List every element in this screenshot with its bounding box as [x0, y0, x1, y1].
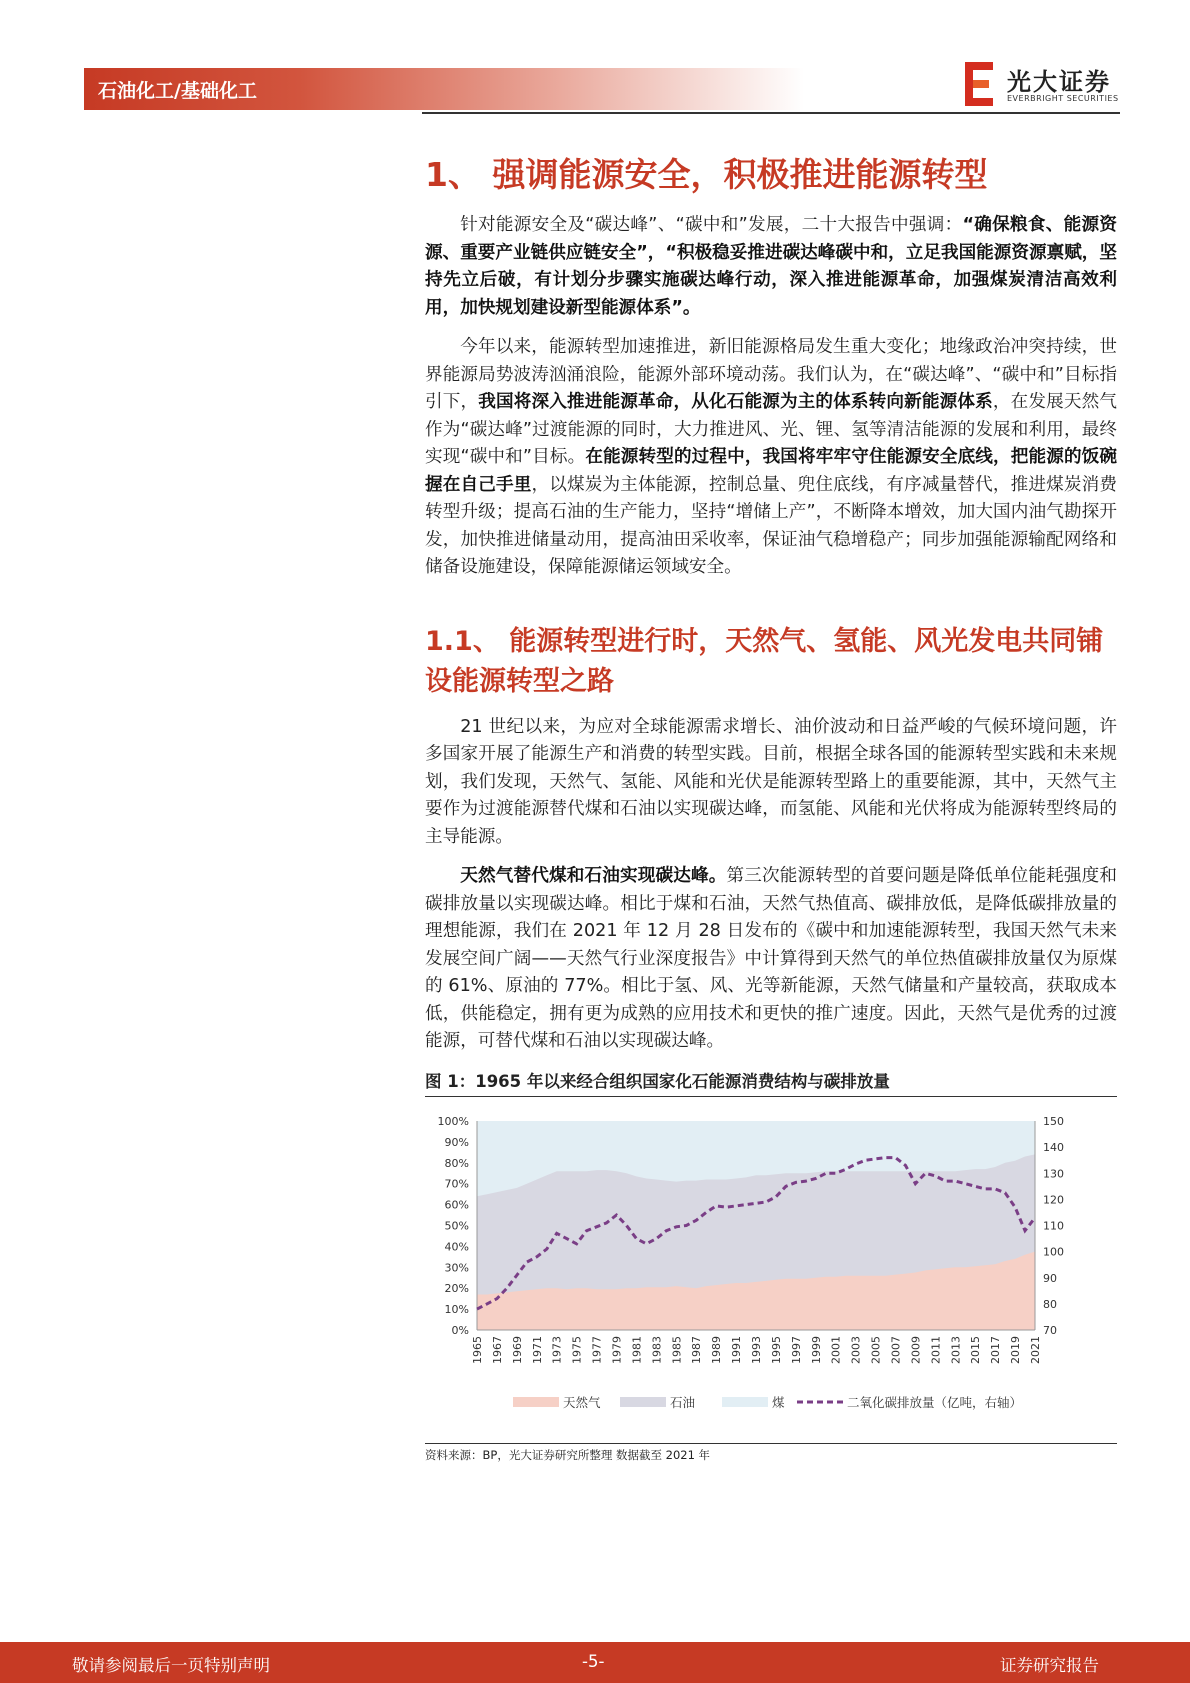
legend-swatch-2: [722, 1397, 768, 1407]
p2-run-1: 我国将深入推进能源革命，从化石能源为主的体系转向新能源体系: [478, 392, 993, 412]
x-tick-label: 2017: [989, 1335, 1003, 1364]
x-tick-label: 1969: [510, 1335, 524, 1364]
paragraph-1: [425, 212, 1117, 322]
x-tick-label: 1971: [530, 1335, 544, 1364]
p2-run-0: 今年以来，能源转型加速推进，新旧能源格局发生重大变化；地缘政治冲突持续，世界能源局势波涛汹涌浪险，能源外部环境动荡。我们认为，在“碳达峰”、“碳中和”目标指引下，: [425, 337, 1117, 412]
y-left-tick-label: 10%: [444, 1302, 469, 1316]
p2-run-4: ，以煤炭为主体能源，控制总量、兜住底线，有序减量替代，推进煤炭消费转型升级；提高石油的生产能力，坚持“增储上产”，不断降本增效，加大国内油气勘探开发，加快推进储量动用，提高油田采收率，保证油气稳增稳产；同步加强能源输配网络和储备设施建设，保障能源储运领域安全。: [425, 474, 1117, 577]
p1-run-1: “确保粮食、能源资源、重要产业链供应链安全”，“积极稳妥推进碳达峰碳中和，立足我国能源资源禀赋，坚持先立后破，有计划分步骤实施碳达峰行动，深入推进能源革命，加强煤炭清洁高效利用，加快规划建设新型能源体系”。: [425, 215, 1117, 318]
header-section-bar: [84, 68, 804, 110]
y-right-tick-label: 100: [1043, 1245, 1064, 1259]
y-right-tick-label: 150: [1043, 1114, 1064, 1128]
logo-chinese-name: 光大证券: [1007, 68, 1111, 96]
figure-source: 资料来源：BP，光大证券研究所整理 数据截至 2021 年: [425, 1443, 1117, 1463]
energy-chart-svg: [425, 1107, 1117, 1437]
x-tick-label: 2003: [849, 1335, 863, 1364]
logo-english-name: EVERBRIGHT SECURITIES: [1007, 94, 1119, 103]
page-footer: [0, 1642, 1190, 1683]
y-left-tick-label: 90%: [444, 1135, 469, 1149]
x-tick-label: 2021: [1029, 1335, 1042, 1364]
y-left-tick-label: 50%: [444, 1219, 469, 1232]
y-left-tick-label: 70%: [444, 1177, 469, 1191]
y-left-tick-label: 30%: [444, 1260, 469, 1274]
y-left-tick-label: 80%: [444, 1156, 469, 1170]
legend-swatch-0: [513, 1397, 559, 1407]
legend-label-2: 煤: [772, 1394, 785, 1410]
x-tick-label: 2001: [829, 1335, 843, 1364]
x-tick-label: 1979: [610, 1335, 624, 1364]
figure-title: 图 1：1965 年以来经合组织国家化石能源消费结构与碳排放量: [425, 1068, 1117, 1097]
footer-disclaimer: 敬请参阅最后一页特别声明: [72, 1656, 270, 1675]
section-heading: 1、 强调能源安全，积极推进能源转型: [425, 155, 988, 194]
p2-run-2: ，在发展天然气作为“碳达峰”过渡能源的同时，大力推进风、光、锂、氢等清洁能源的发展和利用，最终实现“碳中和”目标。: [425, 392, 1117, 467]
x-tick-label: 1967: [490, 1335, 504, 1364]
x-tick-label: 2009: [909, 1335, 923, 1364]
legend-label-1: 石油: [670, 1394, 696, 1410]
p3-run-0: 21 世纪以来，为应对全球能源需求增长、油价波动和日益严峻的气候环境问题，许多国家开展了能源生产和消费的转型实践。目前，根据全球各国的能源转型实践和未来规划，我们发现，天然气、氢能、风能和光伏是能源转型路上的重要能源，其中，天然气主要作为过渡能源替代煤和石油以实现碳达峰，而氢能、风能和光伏将成为能源转型终局的主导能源。: [425, 716, 1117, 847]
x-tick-label: 1977: [590, 1335, 604, 1364]
paragraph-3: [425, 714, 1117, 852]
x-tick-label: 2005: [869, 1335, 883, 1364]
paragraph-4: [425, 863, 1117, 1056]
everbright-logo-icon: [965, 62, 993, 106]
x-tick-label: 2007: [889, 1335, 903, 1364]
footer-report-type: 证券研究报告: [1000, 1656, 1099, 1675]
y-left-tick-label: 20%: [444, 1281, 469, 1295]
x-tick-label: 1991: [730, 1335, 744, 1364]
p4-run-1: 第三次能源转型的首要问题是降低单位能耗强度和碳排放量以实现碳达峰。相比于煤和石油，天然气热值高、碳排放低，是降低碳排放量的理想能源，我们在 2021 年 12 月 28 日发布的《碳中和加速能源转型，我国天然气未来发展空间广阔——天然气行业深度报告》中计算得到天然气的单位热值碳排放量仅为原煤的 61%、原油的 77%。相比于氢、风、光等新能源，天然气储量和产量较高，获取成本低，供能稳定，拥有更为成熟的应用技术和更快的推广速度。因此，天然气是优秀的过渡能源，可替代煤和石油以实现碳达峰。: [425, 866, 1117, 1051]
y-right-tick-label: 140: [1043, 1140, 1064, 1154]
main-content: [425, 150, 1117, 1463]
x-tick-label: 1995: [769, 1335, 783, 1364]
p1-run-0: 针对能源安全及“碳达峰”、“碳中和”发展，二十大报告中强调：: [460, 215, 963, 235]
y-left-tick-label: 40%: [444, 1239, 469, 1253]
header-divider: [422, 112, 1120, 114]
x-tick-label: 1983: [650, 1335, 664, 1364]
y-right-tick-label: 110: [1043, 1219, 1064, 1232]
x-tick-label: 1989: [710, 1335, 724, 1364]
y-left-tick-label: 60%: [444, 1198, 469, 1212]
x-tick-label: 1993: [750, 1335, 763, 1364]
p4-run-0: 天然气替代煤和石油实现碳达峰。: [460, 866, 727, 886]
y-left-tick-label: 0%: [451, 1323, 469, 1337]
x-tick-label: 2019: [1009, 1335, 1023, 1364]
x-tick-label: 2013: [949, 1335, 963, 1364]
legend-label-0: 天然气: [563, 1394, 601, 1410]
x-tick-label: 1997: [789, 1335, 803, 1364]
x-tick-label: 1973: [550, 1335, 564, 1364]
x-tick-label: 1987: [690, 1335, 704, 1364]
x-tick-label: 1985: [670, 1335, 684, 1364]
legend-swatch-1: [620, 1397, 666, 1407]
y-right-tick-label: 70: [1043, 1323, 1057, 1337]
x-tick-label: 2011: [929, 1335, 943, 1364]
x-tick-label: 1975: [570, 1335, 584, 1364]
x-tick-label: 1999: [809, 1335, 823, 1364]
p2-run-3: 在能源转型的过程中，我国将牢牢守住能源安全底线，把能源的饭碗握在自己手里: [425, 447, 1117, 495]
y-right-tick-label: 130: [1043, 1166, 1064, 1180]
y-right-tick-label: 120: [1043, 1192, 1064, 1206]
header-section-label: 石油化工/基础化工: [98, 80, 257, 102]
y-right-tick-label: 80: [1043, 1297, 1057, 1311]
legend-label-3: 二氧化碳排放量（亿吨，右轴）: [847, 1394, 1023, 1410]
page-number: -5-: [582, 1652, 605, 1671]
paragraph-2: [425, 334, 1117, 582]
x-tick-label: 2015: [969, 1335, 983, 1364]
y-left-tick-label: 100%: [437, 1114, 469, 1128]
y-right-tick-label: 90: [1043, 1271, 1057, 1285]
company-logo: [965, 60, 1125, 110]
x-tick-label: 1965: [471, 1335, 484, 1364]
subsection-heading: 1.1、 能源转型进行时，天然气、氢能、风光发电共同铺设能源转型之路: [425, 625, 1104, 697]
x-tick-label: 1981: [630, 1335, 644, 1364]
figure-chart: [425, 1107, 1117, 1437]
